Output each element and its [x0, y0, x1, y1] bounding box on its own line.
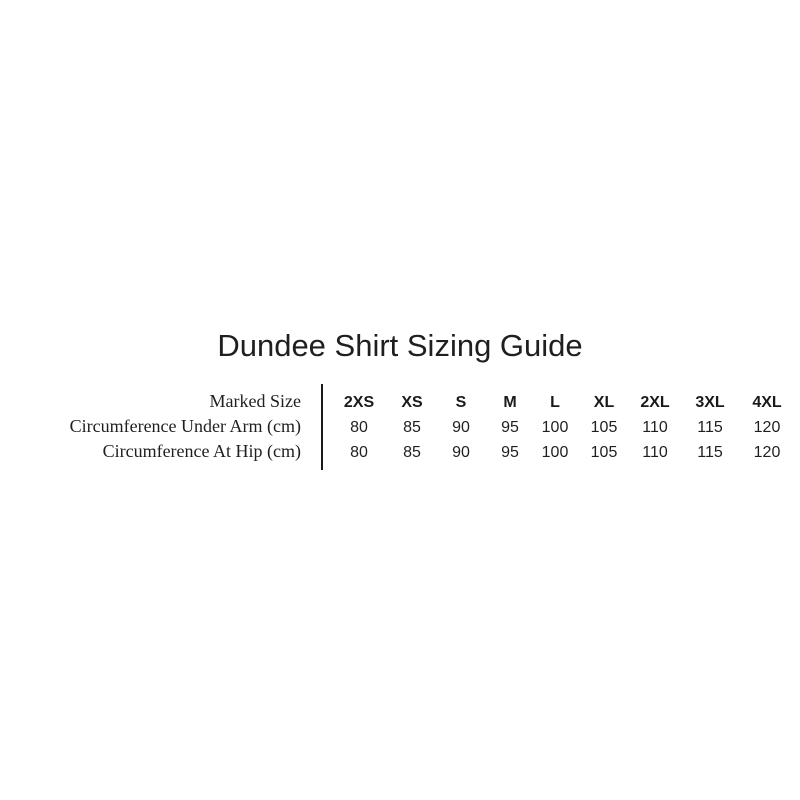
size-header-cell: 2XS [343, 394, 375, 411]
hip-row [0, 439, 800, 464]
hip-cell: 90 [452, 444, 470, 461]
under-arm-cell: 80 [350, 419, 368, 436]
size-header-cell: M [503, 394, 517, 411]
under-arm-cell: 115 [697, 419, 723, 436]
marked-size-label: Marked Size [209, 391, 301, 411]
hip-cell: 95 [501, 444, 519, 461]
hip-cell: 85 [403, 444, 421, 461]
size-header-cell: 4XL [752, 394, 782, 411]
under-arm-cell: 105 [590, 419, 618, 436]
hip-cell: 110 [642, 444, 668, 461]
size-header-cell: L [550, 394, 560, 411]
size-header-cell: XS [401, 394, 423, 411]
size-header-row [0, 389, 800, 414]
size-header-cell: XL [593, 394, 615, 411]
under-arm-row [0, 414, 800, 439]
size-header-cell: S [455, 394, 467, 411]
hip-cell: 100 [541, 444, 569, 461]
page-title: Dundee Shirt Sizing Guide [217, 328, 583, 363]
under-arm-cell: 110 [642, 419, 668, 436]
under-arm-cell: 100 [541, 419, 569, 436]
size-header-cell: 2XL [640, 394, 670, 411]
size-header-cell: 3XL [695, 394, 725, 411]
hip-cell: 120 [753, 444, 781, 461]
sizing-table [0, 389, 800, 464]
hip-label: Circumference At Hip (cm) [102, 441, 301, 461]
hip-cell: 105 [590, 444, 618, 461]
under-arm-cell: 90 [452, 419, 470, 436]
under-arm-cell: 120 [753, 419, 781, 436]
under-arm-label: Circumference Under Arm (cm) [69, 416, 301, 436]
under-arm-cell: 95 [501, 419, 519, 436]
hip-cell: 115 [697, 444, 723, 461]
under-arm-cell: 85 [403, 419, 421, 436]
hip-cell: 80 [350, 444, 368, 461]
